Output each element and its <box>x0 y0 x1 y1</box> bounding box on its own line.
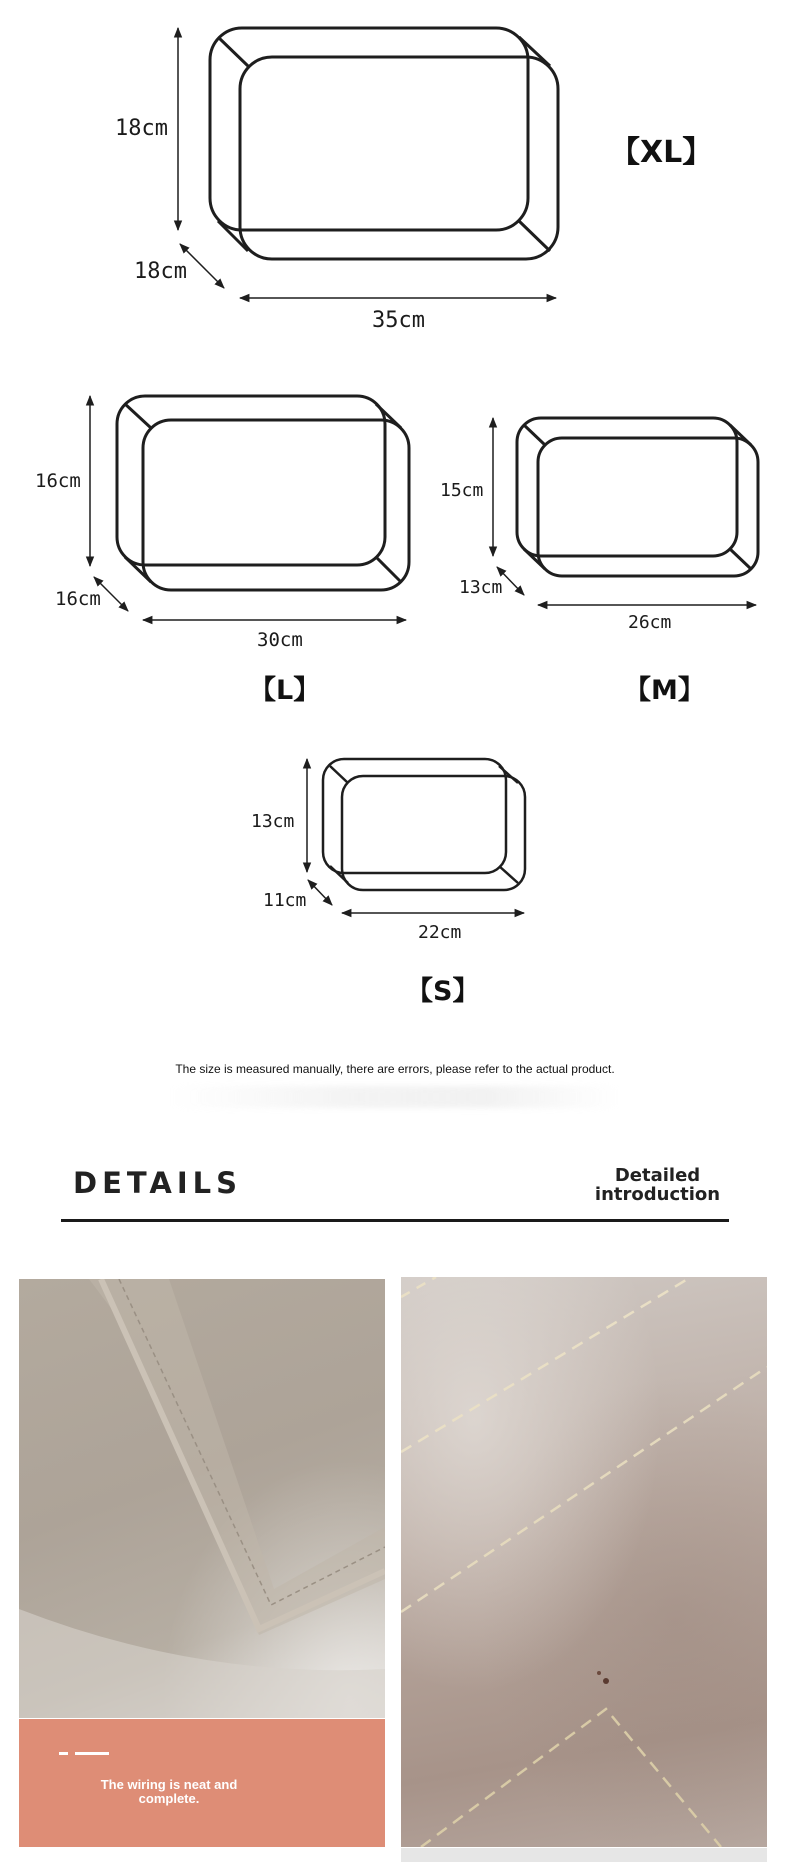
s-depth-label: 11cm <box>263 890 307 911</box>
caption-dash-long <box>75 1752 109 1755</box>
m-height-label: 15cm <box>440 480 484 501</box>
s-width-label: 22cm <box>418 922 462 943</box>
l-height-label: 16cm <box>35 470 81 492</box>
caption-dash-short <box>59 1752 68 1755</box>
details-subtitle-line2: introduction <box>594 1184 721 1205</box>
xl-size-label: 【XL】 <box>610 135 713 170</box>
size-l-diagram <box>35 396 409 706</box>
caption-text: The wiring is neat and complete. <box>100 1777 238 1806</box>
details-title: DETAILS <box>73 1166 243 1200</box>
note-reflection <box>170 1086 620 1108</box>
m-size-label: 【M】 <box>624 675 705 706</box>
l-width-label: 30cm <box>257 629 303 651</box>
size-s-diagram <box>251 759 525 1007</box>
l-depth-label: 16cm <box>55 588 101 610</box>
caption-panel <box>19 1719 385 1847</box>
xl-depth-label: 18cm <box>134 259 187 284</box>
photo-bottom-edge <box>401 1848 767 1862</box>
xl-height-label: 18cm <box>115 116 168 141</box>
measurement-note: The size is measured manually, there are errors, please refer to the actual product. <box>175 1062 615 1076</box>
details-subtitle-line1: Detailed <box>614 1165 701 1186</box>
xl-width-label: 35cm <box>372 308 425 333</box>
details-subtitle <box>590 1166 725 1204</box>
size-xl-diagram <box>115 28 712 333</box>
l-size-label: 【L】 <box>249 675 321 706</box>
details-divider <box>61 1219 729 1222</box>
size-m-diagram <box>440 418 758 706</box>
felt-stitching-photo <box>401 1277 767 1847</box>
m-width-label: 26cm <box>628 612 672 633</box>
felt-edge-photo <box>19 1279 385 1718</box>
m-depth-label: 13cm <box>459 577 503 598</box>
s-height-label: 13cm <box>251 811 295 832</box>
s-size-label: 【S】 <box>406 976 480 1007</box>
